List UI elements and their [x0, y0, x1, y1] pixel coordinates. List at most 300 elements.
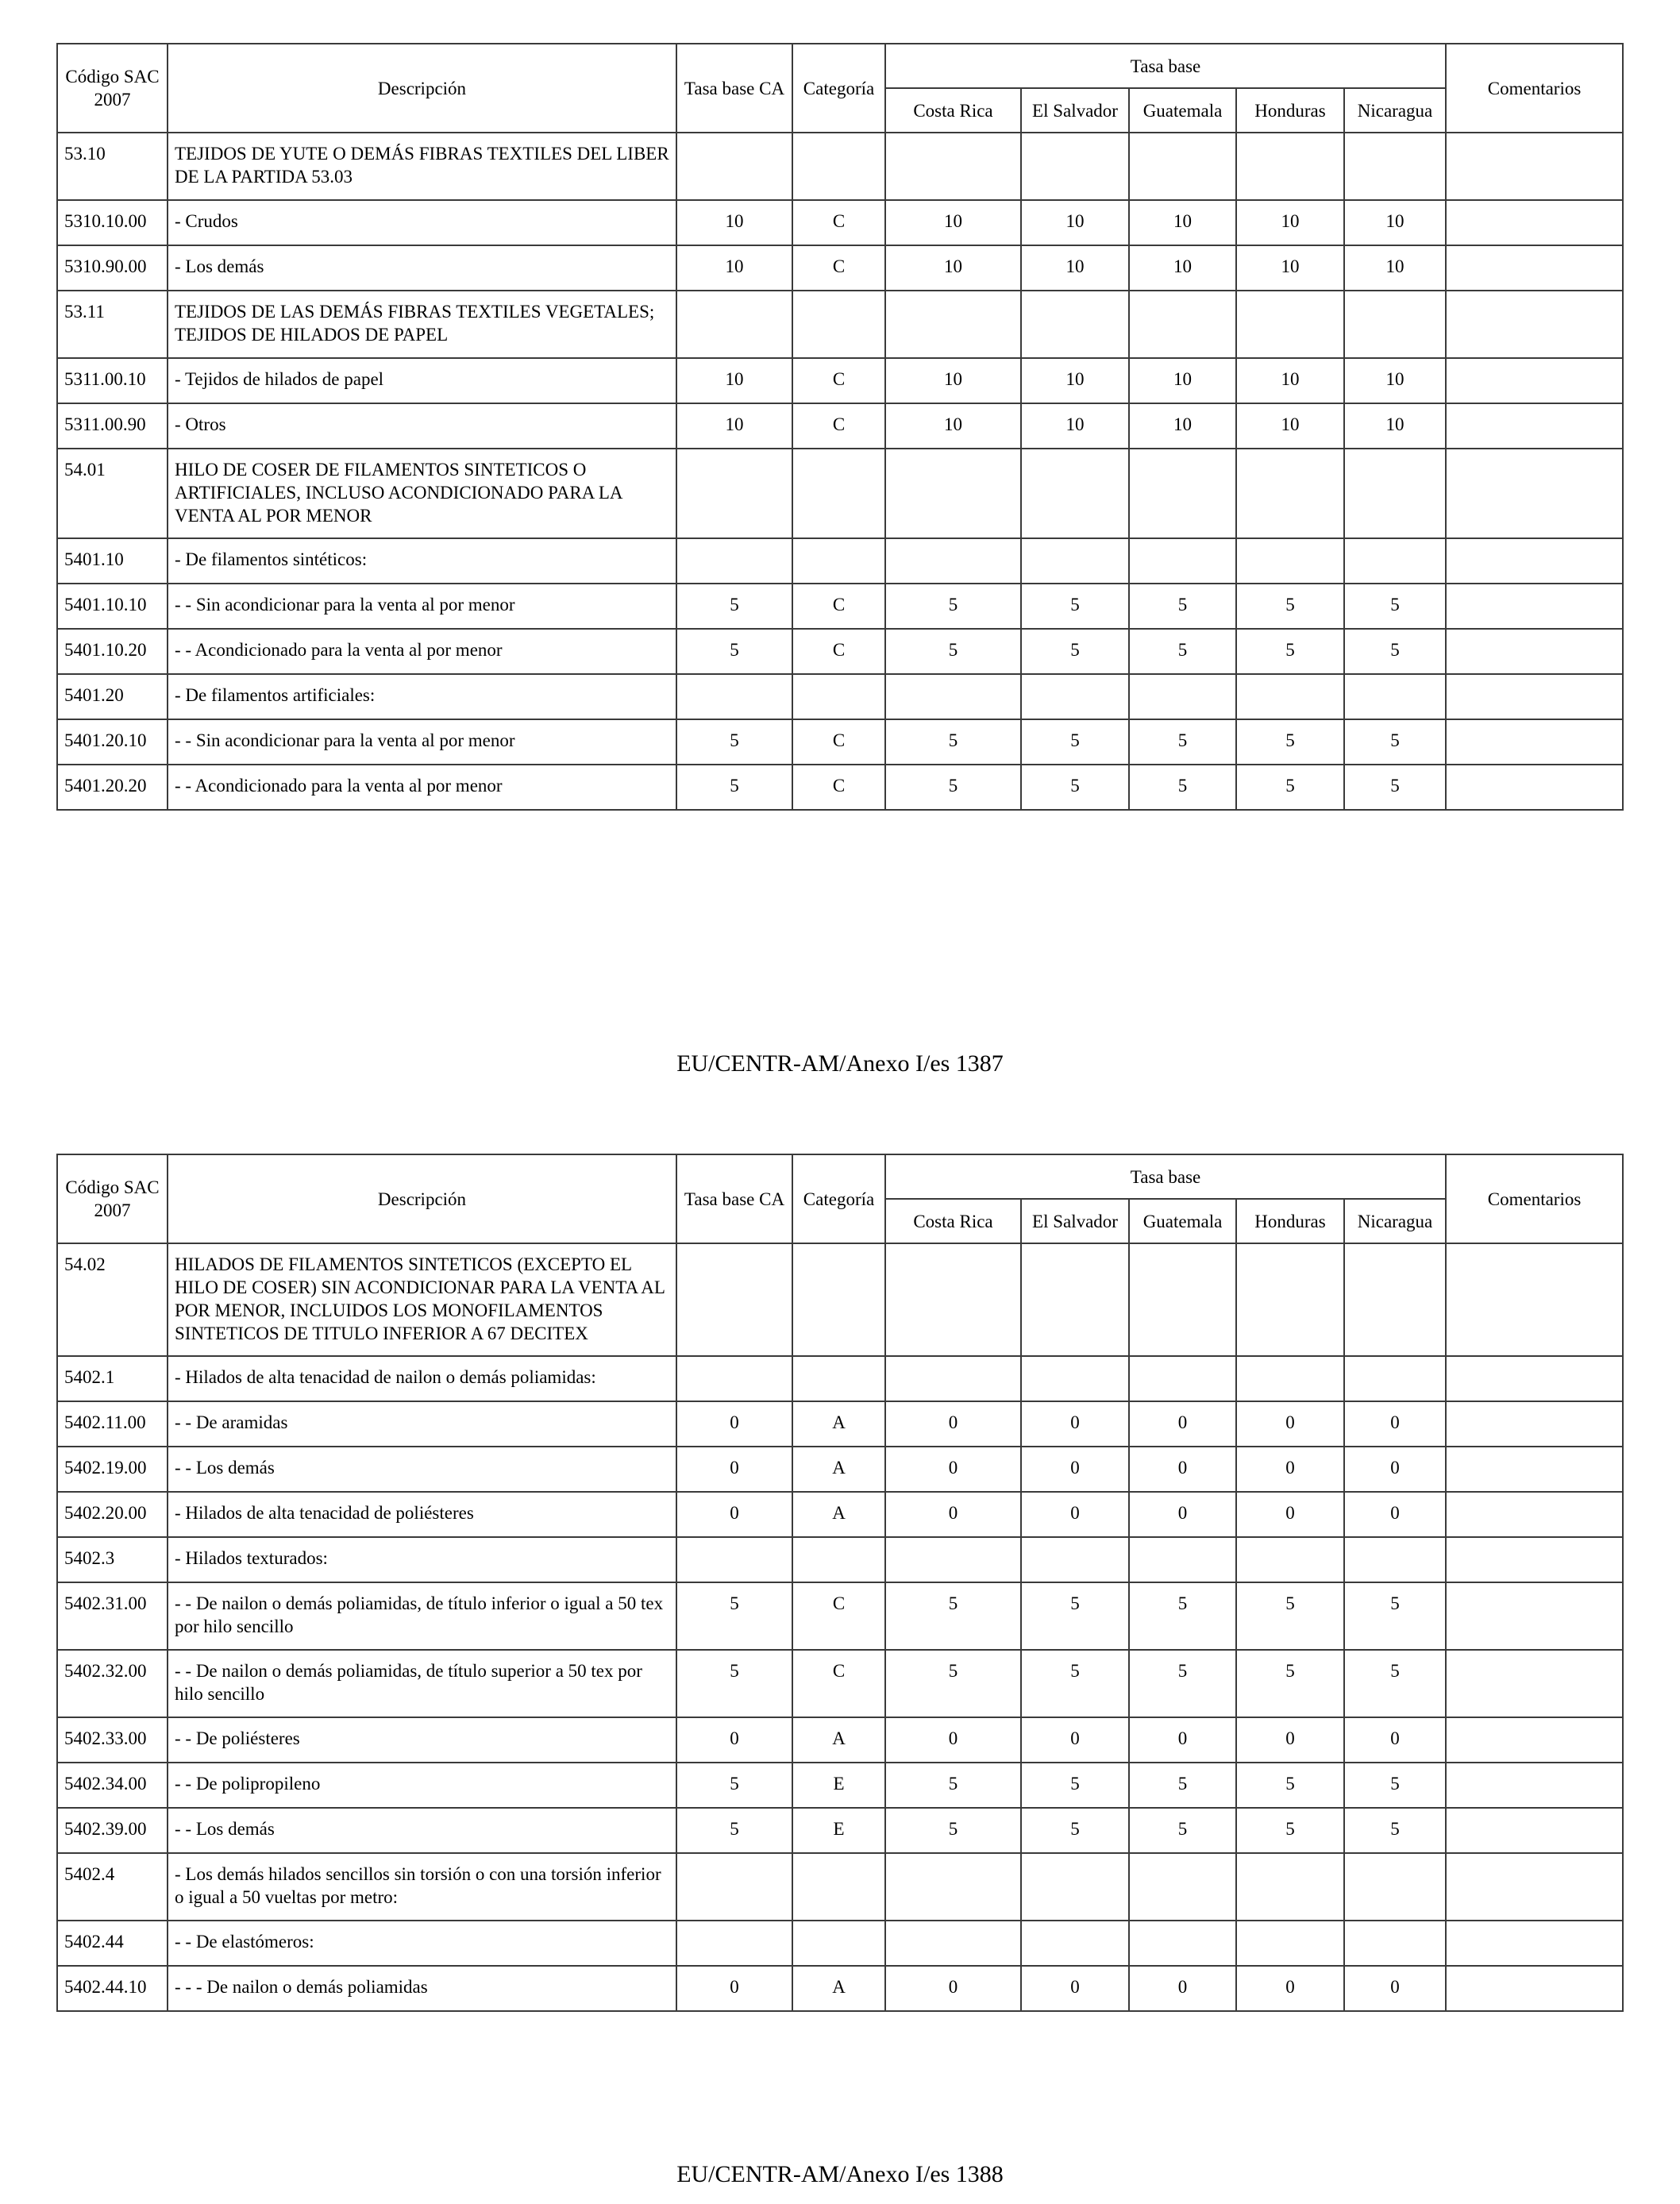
cell-comentarios [1446, 1401, 1623, 1447]
cell-el-salvador: 5 [1021, 584, 1129, 629]
cell-descripcion: - - Sin acondicionar para la venta al por menor [168, 584, 676, 629]
cell-descripcion: - Los demás hilados sencillos sin torsión o con una torsión inferior o igual a 50 vueltas por metro: [168, 1853, 676, 1921]
cell-el-salvador: 0 [1021, 1966, 1129, 2011]
cell-tasa-base-ca [676, 1243, 792, 1356]
cell-el-salvador: 10 [1021, 200, 1129, 245]
cell-honduras: 5 [1236, 719, 1344, 765]
cell-nicaragua [1344, 1853, 1446, 1921]
cell-comentarios [1446, 765, 1623, 810]
cell-guatemala: 0 [1129, 1717, 1236, 1763]
header-country-el-salvador: El Salvador [1021, 88, 1129, 133]
cell-codigo: 5401.10.10 [57, 584, 168, 629]
cell-costa-rica: 5 [885, 629, 1021, 674]
cell-el-salvador: 5 [1021, 765, 1129, 810]
cell-categoria [792, 1356, 885, 1401]
header-comentarios: Comentarios [1446, 1154, 1623, 1243]
header-categoria: Categoría [792, 44, 885, 133]
cell-guatemala [1129, 674, 1236, 719]
cell-guatemala [1129, 1356, 1236, 1401]
cell-categoria: A [792, 1717, 885, 1763]
table-row [57, 1921, 1623, 1966]
cell-comentarios [1446, 403, 1623, 449]
cell-categoria: A [792, 1492, 885, 1537]
cell-descripcion: - - De elastómeros: [168, 1921, 676, 1966]
cell-honduras: 5 [1236, 1808, 1344, 1853]
cell-codigo: 5402.31.00 [57, 1582, 168, 1650]
cell-costa-rica: 10 [885, 358, 1021, 403]
cell-tasa-base-ca: 10 [676, 358, 792, 403]
cell-codigo: 54.02 [57, 1243, 168, 1356]
table-row [57, 1763, 1623, 1808]
cell-costa-rica [885, 1243, 1021, 1356]
table-row [57, 1717, 1623, 1763]
cell-el-salvador [1021, 674, 1129, 719]
table-row [57, 291, 1623, 358]
cell-guatemala: 5 [1129, 1650, 1236, 1717]
cell-descripcion: - - De polipropileno [168, 1763, 676, 1808]
cell-honduras [1236, 291, 1344, 358]
cell-comentarios [1446, 1717, 1623, 1763]
cell-codigo: 5311.00.90 [57, 403, 168, 449]
cell-tasa-base-ca: 10 [676, 245, 792, 291]
cell-descripcion: - Otros [168, 403, 676, 449]
cell-honduras: 5 [1236, 1582, 1344, 1650]
cell-honduras: 0 [1236, 1966, 1344, 2011]
cell-nicaragua: 0 [1344, 1492, 1446, 1537]
cell-descripcion: - De filamentos artificiales: [168, 674, 676, 719]
cell-categoria: A [792, 1966, 885, 2011]
cell-comentarios [1446, 629, 1623, 674]
cell-tasa-base-ca: 0 [676, 1492, 792, 1537]
cell-categoria [792, 449, 885, 538]
cell-el-salvador [1021, 1537, 1129, 1582]
cell-categoria: C [792, 1650, 885, 1717]
cell-nicaragua: 0 [1344, 1966, 1446, 2011]
cell-costa-rica [885, 449, 1021, 538]
cell-tasa-base-ca [676, 674, 792, 719]
cell-guatemala [1129, 449, 1236, 538]
header-country-nicaragua: Nicaragua [1344, 88, 1446, 133]
cell-descripcion: - Hilados texturados: [168, 1537, 676, 1582]
cell-costa-rica: 5 [885, 1650, 1021, 1717]
cell-honduras [1236, 538, 1344, 584]
cell-descripcion: - Tejidos de hilados de papel [168, 358, 676, 403]
cell-descripcion: - Los demás [168, 245, 676, 291]
cell-codigo: 5402.4 [57, 1853, 168, 1921]
cell-costa-rica [885, 291, 1021, 358]
cell-nicaragua: 5 [1344, 629, 1446, 674]
cell-descripcion: TEJIDOS DE YUTE O DEMÁS FIBRAS TEXTILES DEL LIBER DE LA PARTIDA 53.03 [168, 133, 676, 200]
cell-honduras [1236, 1853, 1344, 1921]
cell-guatemala: 5 [1129, 1763, 1236, 1808]
cell-categoria [792, 1853, 885, 1921]
cell-guatemala: 0 [1129, 1492, 1236, 1537]
cell-comentarios [1446, 1853, 1623, 1921]
page-footer-2: EU/CENTR-AM/Anexo I/es 1388 [676, 2161, 1004, 2187]
cell-codigo: 5401.20 [57, 674, 168, 719]
cell-costa-rica [885, 1356, 1021, 1401]
cell-costa-rica: 10 [885, 245, 1021, 291]
cell-costa-rica: 5 [885, 1808, 1021, 1853]
cell-nicaragua [1344, 538, 1446, 584]
cell-el-salvador [1021, 1853, 1129, 1921]
cell-comentarios [1446, 133, 1623, 200]
cell-nicaragua: 10 [1344, 403, 1446, 449]
header-descripcion: Descripción [168, 1154, 676, 1243]
cell-descripcion: - - Sin acondicionar para la venta al por menor [168, 719, 676, 765]
page-footer-1: EU/CENTR-AM/Anexo I/es 1387 [676, 1050, 1004, 1077]
header-codigo: Código SAC 2007 [57, 1154, 168, 1243]
cell-descripcion: - - De nailon o demás poliamidas, de título superior a 50 tex por hilo sencillo [168, 1650, 676, 1717]
cell-codigo: 53.11 [57, 291, 168, 358]
cell-nicaragua: 10 [1344, 358, 1446, 403]
cell-comentarios [1446, 200, 1623, 245]
cell-descripcion: HILADOS DE FILAMENTOS SINTETICOS (EXCEPTO EL HILO DE COSER) SIN ACONDICIONAR PARA LA VENTA AL POR MENOR, INCLUIDOS LOS MONOFILAMENTOS SINTETICOS DE TITULO INFERIOR A 67 DECITEX [168, 1243, 676, 1356]
table-row [57, 245, 1623, 291]
cell-descripcion: - - Los demás [168, 1447, 676, 1492]
cell-honduras: 0 [1236, 1717, 1344, 1763]
cell-descripcion: - - Acondicionado para la venta al por menor [168, 765, 676, 810]
cell-honduras [1236, 674, 1344, 719]
cell-tasa-base-ca: 5 [676, 765, 792, 810]
cell-honduras: 10 [1236, 358, 1344, 403]
cell-categoria: C [792, 1582, 885, 1650]
cell-costa-rica: 0 [885, 1966, 1021, 2011]
cell-nicaragua: 10 [1344, 200, 1446, 245]
cell-categoria: E [792, 1808, 885, 1853]
cell-codigo: 5310.90.00 [57, 245, 168, 291]
cell-costa-rica: 5 [885, 1763, 1021, 1808]
cell-nicaragua [1344, 449, 1446, 538]
cell-categoria: C [792, 200, 885, 245]
cell-codigo: 5310.10.00 [57, 200, 168, 245]
cell-tasa-base-ca: 0 [676, 1447, 792, 1492]
cell-codigo: 5402.34.00 [57, 1763, 168, 1808]
cell-categoria: C [792, 245, 885, 291]
cell-nicaragua: 0 [1344, 1401, 1446, 1447]
cell-costa-rica: 0 [885, 1717, 1021, 1763]
cell-costa-rica: 5 [885, 765, 1021, 810]
cell-guatemala: 5 [1129, 1808, 1236, 1853]
cell-descripcion: - - De aramidas [168, 1401, 676, 1447]
table-row [57, 538, 1623, 584]
cell-comentarios [1446, 291, 1623, 358]
header-tasa-base-ca: Tasa base CA [676, 1154, 792, 1243]
cell-nicaragua [1344, 291, 1446, 358]
cell-codigo: 5311.00.10 [57, 358, 168, 403]
cell-tasa-base-ca: 0 [676, 1966, 792, 2011]
cell-el-salvador: 5 [1021, 1650, 1129, 1717]
table-row [57, 674, 1623, 719]
cell-honduras [1236, 1356, 1344, 1401]
cell-tasa-base-ca: 5 [676, 629, 792, 674]
cell-el-salvador [1021, 291, 1129, 358]
table-row [57, 133, 1623, 200]
cell-el-salvador [1021, 538, 1129, 584]
table-row [57, 1582, 1623, 1650]
cell-tasa-base-ca: 5 [676, 1808, 792, 1853]
cell-comentarios [1446, 1763, 1623, 1808]
cell-comentarios [1446, 245, 1623, 291]
cell-el-salvador: 5 [1021, 1763, 1129, 1808]
cell-categoria: C [792, 629, 885, 674]
cell-honduras: 5 [1236, 629, 1344, 674]
cell-descripcion: - - Acondicionado para la venta al por menor [168, 629, 676, 674]
cell-comentarios [1446, 449, 1623, 538]
table-row [57, 719, 1623, 765]
table-row [57, 629, 1623, 674]
cell-guatemala: 5 [1129, 765, 1236, 810]
cell-costa-rica [885, 1537, 1021, 1582]
cell-costa-rica: 0 [885, 1401, 1021, 1447]
cell-categoria [792, 133, 885, 200]
cell-descripcion: - Hilados de alta tenacidad de nailon o demás poliamidas: [168, 1356, 676, 1401]
cell-codigo: 5401.10.20 [57, 629, 168, 674]
cell-categoria: C [792, 403, 885, 449]
cell-comentarios [1446, 1921, 1623, 1966]
cell-el-salvador: 5 [1021, 1582, 1129, 1650]
cell-comentarios [1446, 1537, 1623, 1582]
cell-categoria: C [792, 765, 885, 810]
header-country-honduras: Honduras [1236, 88, 1344, 133]
cell-guatemala [1129, 1921, 1236, 1966]
cell-categoria: C [792, 584, 885, 629]
cell-comentarios [1446, 1243, 1623, 1356]
cell-categoria [792, 1921, 885, 1966]
cell-categoria [792, 674, 885, 719]
cell-tasa-base-ca: 10 [676, 403, 792, 449]
header-categoria: Categoría [792, 1154, 885, 1243]
cell-comentarios [1446, 719, 1623, 765]
cell-nicaragua: 10 [1344, 245, 1446, 291]
cell-el-salvador [1021, 449, 1129, 538]
cell-tasa-base-ca: 0 [676, 1401, 792, 1447]
cell-el-salvador [1021, 133, 1129, 200]
cell-el-salvador [1021, 1356, 1129, 1401]
cell-descripcion: - Crudos [168, 200, 676, 245]
cell-tasa-base-ca: 0 [676, 1717, 792, 1763]
cell-comentarios [1446, 538, 1623, 584]
cell-el-salvador: 0 [1021, 1492, 1129, 1537]
table-row [57, 1356, 1623, 1401]
header-country-nicaragua: Nicaragua [1344, 1199, 1446, 1243]
header-country-guatemala: Guatemala [1129, 88, 1236, 133]
cell-costa-rica: 5 [885, 584, 1021, 629]
cell-tasa-base-ca: 5 [676, 1582, 792, 1650]
cell-nicaragua: 5 [1344, 1808, 1446, 1853]
cell-costa-rica: 10 [885, 403, 1021, 449]
cell-codigo: 5402.11.00 [57, 1401, 168, 1447]
cell-codigo: 5402.32.00 [57, 1650, 168, 1717]
cell-nicaragua: 5 [1344, 1582, 1446, 1650]
cell-nicaragua [1344, 1356, 1446, 1401]
cell-nicaragua: 5 [1344, 1763, 1446, 1808]
cell-costa-rica [885, 1853, 1021, 1921]
cell-nicaragua [1344, 674, 1446, 719]
header-comentarios: Comentarios [1446, 44, 1623, 133]
header-descripcion: Descripción [168, 44, 676, 133]
cell-tasa-base-ca: 5 [676, 1763, 792, 1808]
cell-guatemala: 5 [1129, 629, 1236, 674]
cell-tasa-base-ca [676, 538, 792, 584]
cell-honduras [1236, 449, 1344, 538]
cell-honduras: 5 [1236, 1650, 1344, 1717]
cell-costa-rica [885, 133, 1021, 200]
cell-guatemala [1129, 1853, 1236, 1921]
cell-tasa-base-ca [676, 1356, 792, 1401]
cell-comentarios [1446, 1808, 1623, 1853]
cell-codigo: 53.10 [57, 133, 168, 200]
cell-el-salvador [1021, 1243, 1129, 1356]
cell-categoria: A [792, 1447, 885, 1492]
cell-tasa-base-ca [676, 133, 792, 200]
cell-honduras: 0 [1236, 1401, 1344, 1447]
cell-comentarios [1446, 358, 1623, 403]
cell-nicaragua: 5 [1344, 584, 1446, 629]
cell-descripcion: - - - De nailon o demás poliamidas [168, 1966, 676, 2011]
cell-honduras [1236, 133, 1344, 200]
cell-tasa-base-ca: 5 [676, 719, 792, 765]
cell-el-salvador: 0 [1021, 1717, 1129, 1763]
cell-codigo: 5401.20.20 [57, 765, 168, 810]
cell-nicaragua: 5 [1344, 765, 1446, 810]
cell-nicaragua [1344, 1921, 1446, 1966]
cell-codigo: 5402.20.00 [57, 1492, 168, 1537]
cell-tasa-base-ca: 10 [676, 200, 792, 245]
cell-el-salvador: 0 [1021, 1401, 1129, 1447]
table-row [57, 1966, 1623, 2011]
cell-codigo: 5402.1 [57, 1356, 168, 1401]
cell-honduras: 10 [1236, 200, 1344, 245]
tariff-rows [57, 1243, 1623, 2011]
cell-costa-rica: 0 [885, 1447, 1021, 1492]
header-tasa-base-ca: Tasa base CA [676, 44, 792, 133]
cell-categoria: E [792, 1763, 885, 1808]
cell-guatemala: 10 [1129, 200, 1236, 245]
cell-honduras: 10 [1236, 245, 1344, 291]
table-row [57, 449, 1623, 538]
cell-comentarios [1446, 1492, 1623, 1537]
cell-nicaragua: 0 [1344, 1717, 1446, 1763]
cell-el-salvador: 10 [1021, 245, 1129, 291]
table-row [57, 358, 1623, 403]
cell-categoria [792, 291, 885, 358]
cell-guatemala [1129, 538, 1236, 584]
cell-el-salvador: 5 [1021, 629, 1129, 674]
cell-tasa-base-ca [676, 291, 792, 358]
cell-categoria [792, 1243, 885, 1356]
cell-descripcion: TEJIDOS DE LAS DEMÁS FIBRAS TEXTILES VEGETALES; TEJIDOS DE HILADOS DE PAPEL [168, 291, 676, 358]
cell-honduras: 0 [1236, 1492, 1344, 1537]
header-country-costa-rica: Costa Rica [885, 88, 1021, 133]
cell-categoria: C [792, 358, 885, 403]
cell-nicaragua: 0 [1344, 1447, 1446, 1492]
cell-honduras: 5 [1236, 584, 1344, 629]
cell-honduras: 10 [1236, 403, 1344, 449]
tariff-rows [57, 133, 1623, 810]
cell-comentarios [1446, 674, 1623, 719]
cell-tasa-base-ca [676, 449, 792, 538]
table-row [57, 1492, 1623, 1537]
table-row [57, 200, 1623, 245]
cell-codigo: 5401.20.10 [57, 719, 168, 765]
cell-tasa-base-ca [676, 1537, 792, 1582]
cell-guatemala [1129, 291, 1236, 358]
cell-codigo: 5402.3 [57, 1537, 168, 1582]
cell-guatemala: 0 [1129, 1401, 1236, 1447]
cell-costa-rica: 0 [885, 1492, 1021, 1537]
cell-honduras: 5 [1236, 765, 1344, 810]
cell-tasa-base-ca [676, 1921, 792, 1966]
cell-el-salvador: 5 [1021, 1808, 1129, 1853]
header-country-honduras: Honduras [1236, 1199, 1344, 1243]
cell-costa-rica: 5 [885, 1582, 1021, 1650]
header-country-guatemala: Guatemala [1129, 1199, 1236, 1243]
table-row [57, 1243, 1623, 1356]
cell-el-salvador: 10 [1021, 403, 1129, 449]
cell-tasa-base-ca [676, 1853, 792, 1921]
header-country-costa-rica: Costa Rica [885, 1199, 1021, 1243]
cell-descripcion: - - De nailon o demás poliamidas, de título inferior o igual a 50 tex por hilo sencillo [168, 1582, 676, 1650]
cell-guatemala: 0 [1129, 1966, 1236, 2011]
cell-descripcion: - - Los demás [168, 1808, 676, 1853]
cell-descripcion: - De filamentos sintéticos: [168, 538, 676, 584]
cell-comentarios [1446, 1582, 1623, 1650]
cell-codigo: 5402.33.00 [57, 1717, 168, 1763]
cell-nicaragua [1344, 133, 1446, 200]
cell-honduras [1236, 1921, 1344, 1966]
cell-comentarios [1446, 1356, 1623, 1401]
cell-comentarios [1446, 1447, 1623, 1492]
table-row [57, 765, 1623, 810]
table-row [57, 1853, 1623, 1921]
cell-costa-rica: 10 [885, 200, 1021, 245]
cell-costa-rica [885, 674, 1021, 719]
cell-el-salvador: 10 [1021, 358, 1129, 403]
table-row [57, 584, 1623, 629]
cell-categoria [792, 538, 885, 584]
cell-codigo: 5402.39.00 [57, 1808, 168, 1853]
cell-categoria: A [792, 1401, 885, 1447]
cell-el-salvador: 5 [1021, 719, 1129, 765]
cell-guatemala [1129, 1537, 1236, 1582]
cell-el-salvador: 0 [1021, 1447, 1129, 1492]
cell-codigo: 5402.19.00 [57, 1447, 168, 1492]
cell-nicaragua [1344, 1243, 1446, 1356]
cell-guatemala [1129, 133, 1236, 200]
cell-guatemala [1129, 1243, 1236, 1356]
cell-comentarios [1446, 584, 1623, 629]
header-country-el-salvador: El Salvador [1021, 1199, 1129, 1243]
cell-comentarios [1446, 1966, 1623, 2011]
tariff-table-page-2 [56, 1154, 1624, 2012]
table-row [57, 403, 1623, 449]
cell-descripcion: - Hilados de alta tenacidad de poliésteres [168, 1492, 676, 1537]
header-codigo: Código SAC 2007 [57, 44, 168, 133]
cell-categoria [792, 1537, 885, 1582]
table-row [57, 1537, 1623, 1582]
cell-tasa-base-ca: 5 [676, 1650, 792, 1717]
table-row [57, 1808, 1623, 1853]
tariff-table-page-1 [56, 43, 1624, 811]
header-tasa-base: Tasa base [885, 1154, 1446, 1199]
cell-honduras: 0 [1236, 1447, 1344, 1492]
cell-codigo: 54.01 [57, 449, 168, 538]
table-row [57, 1401, 1623, 1447]
cell-costa-rica: 5 [885, 719, 1021, 765]
cell-codigo: 5402.44.10 [57, 1966, 168, 2011]
cell-el-salvador [1021, 1921, 1129, 1966]
